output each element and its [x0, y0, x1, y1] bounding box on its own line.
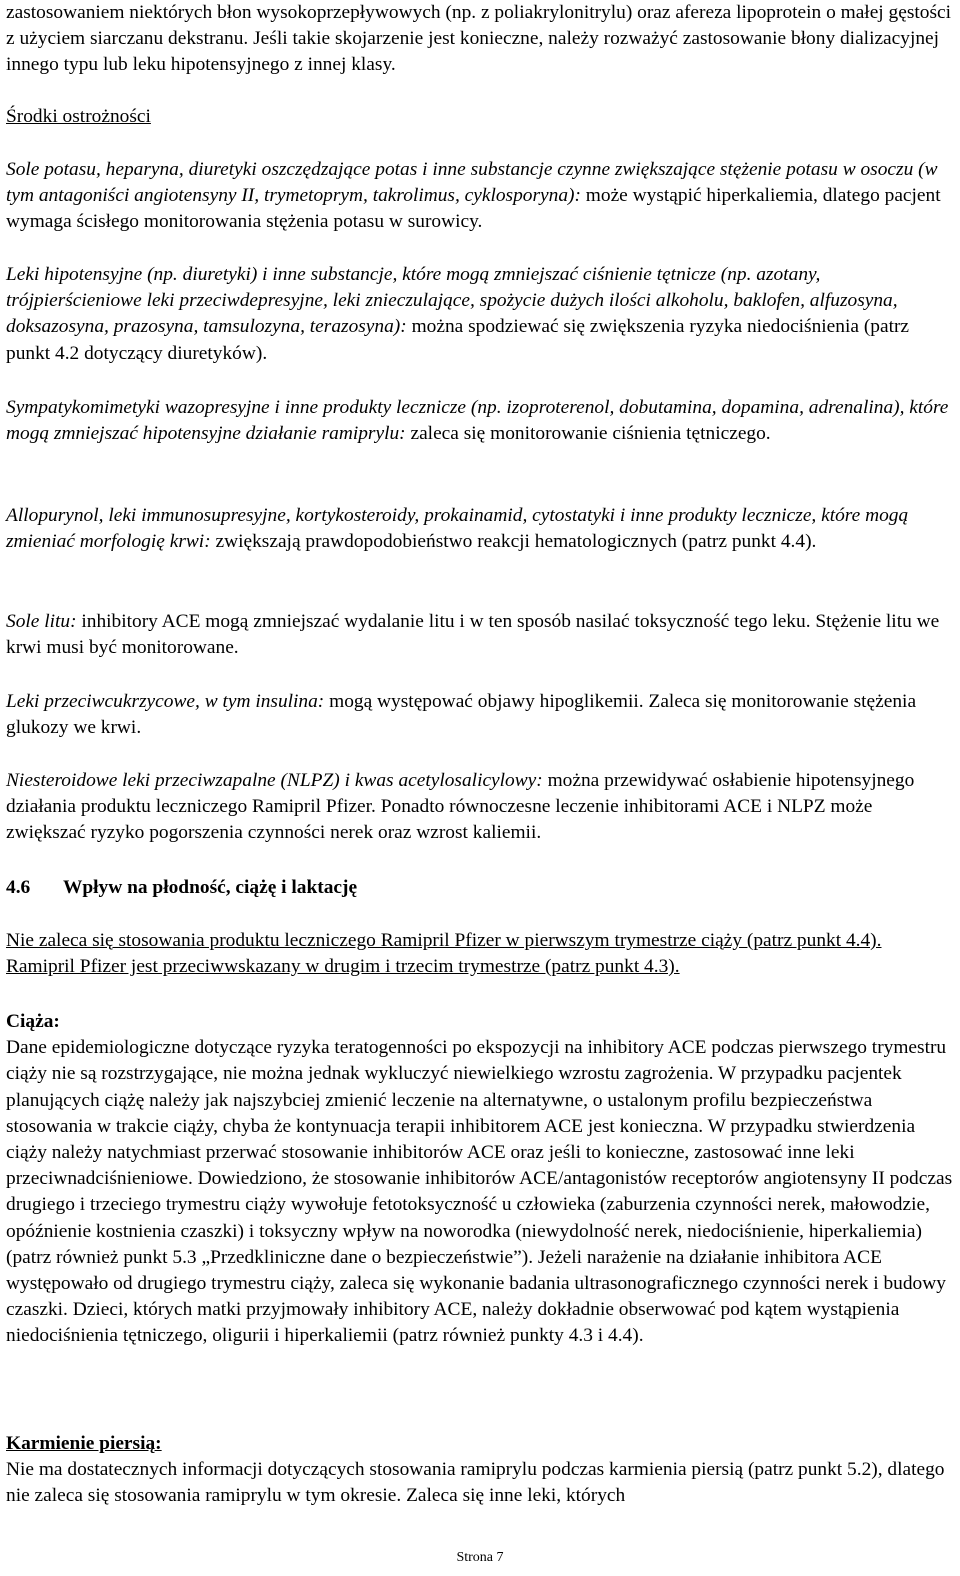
- potassium-drugs-label: Sole potasu, heparyna, diuretyki oszczędzające potas i inne substancje czynne zwiększające stężenie potasu w osoczu (w tym antagoniści angiotensyny II, trymetoprym, takrolimus, cyklosporyna):: [6, 159, 938, 207]
- precautions-paragraph-allopurinol: [6, 503, 954, 555]
- sympathomimetics-label: Sympatykomimetyki wazopresyjne i inne produkty lecznicze (np. izoproterenol, dobutamina, dopamina, adrenalina), które mogą zmniejszać hipotensyjne działanie ramiprylu:: [6, 397, 949, 445]
- allopurinol-label: Allopurynol, leki immunosupresyjne, kortykosteroidy, prokainamid, cytostatyki i inne produkty lecznicze, które mogą zmieniać morfologię krwi:: [6, 505, 909, 553]
- section-number: 4.6: [6, 877, 31, 898]
- lithium-label: Sole litu:: [6, 611, 77, 632]
- potassium-drugs-text: może wystąpić hiperkaliemia, dlatego pacjent wymaga ścisłego monitorowania stężenia potasu w surowicy.: [6, 185, 941, 233]
- nsaids-label: Niesteroidowe leki przeciwzapalne (NLPZ) i kwas acetylosalicylowy:: [6, 770, 543, 791]
- precautions-heading: Środki ostrożności: [6, 106, 151, 127]
- sympathomimetics-text: zaleca się monitorowanie ciśnienia tętniczego.: [405, 423, 771, 445]
- intro-paragraph: zastosowaniem niektórych błon wysokoprzepływowych (np. z poliakrylonitrylu) oraz afereza lipoprotein o małej gęstości z użyciem siarczanu dekstranu. Jeśli takie skojarzenie jest konieczne, należy rozważyć zastosowanie błony dializacyjnej innego typu lub leku hipotensyjnego z innej klasy.: [6, 2, 952, 76]
- breastfeeding-heading: Karmienie piersią:: [6, 1433, 162, 1454]
- precautions-paragraph-hypotensive: [6, 262, 954, 367]
- pregnancy-section: [6, 1009, 954, 1350]
- precautions-paragraph-sympathomimetics: [6, 395, 954, 447]
- hypotensive-drugs-text: można spodziewać się zwiększenia ryzyka niedociśnienia (patrz punkt 4.2 dotyczący diuretyków).: [6, 316, 910, 364]
- precautions-paragraph-potassium: [6, 157, 954, 236]
- first-trimester-warning: Nie zaleca się stosowania produktu leczniczego Ramipril Pfizer w pierwszym trymestrze ciąży (patrz punkt 4.4). Ramipril Pfizer jest przeciwwskazany w drugim i trzecim trymestrze (patrz punkt 4.3).: [6, 930, 882, 978]
- breastfeeding-section: [6, 1431, 954, 1510]
- pregnancy-text: Dane epidemiologiczne dotyczące ryzyka teratogenności po ekspozycji na inhibitory ACE podczas pierwszego trymestru ciąży nie są rozstrzygające, nie można jednak wykluczyć niewielkiego wzrostu zagrożenia. W przypadku pacjentek planujących ciążę należy jak najszybciej zmienić leczenie na alternatywne, o ustalonym profilu bezpieczeństwa stosowania w trakcie ciąży, chyba że kontynuacja terapii inhibitorem ACE jest konieczna. W przypadku stwierdzenia ciąży należy natychmiast przerwać stosowanie inhibitorów ACE oraz jeśli to konieczne, zastosować inne leki przeciwnadciśnieniowe. Dowiedziono, że stosowanie inhibitorów ACE/antagonistów receptorów angiotensyny II podczas drugiego i trzeciego trymestru ciąży wywołuje fetotoksyczność u człowieka (zaburzenia czynności nerek, małowodzie, opóźnienie kostnienia czaszki) i toksyczny wpływ na noworodka (niewydolność nerek, niedociśnienie, hiperkaliemia) (patrz również punkt 5.3 „Przedkliniczne dane o bezpieczeństwie”). Jeżeli narażenie na działanie inhibitora ACE występowało od drugiego trymestru ciąży, zaleca się wykonanie badania ultrasonograficznego czynności nerek i budowy czaszki. Dzieci, których matki przyjmowały inhibitory ACE, należy dokładnie obserwować pod kątem wystąpienia niedociśnienia tętniczego, oligurii i hiperkaliemii (patrz również punkty 4.3 i 4.4).: [6, 1037, 953, 1347]
- antidiabetics-label: Leki przeciwcukrzycowe, w tym insulina:: [6, 691, 325, 712]
- precautions-paragraph-lithium: [6, 609, 954, 661]
- section-4-6-heading: [6, 875, 954, 901]
- breastfeeding-text: Nie ma dostatecznych informacji dotyczących stosowania ramiprylu podczas karmienia piersią (patrz punkt 5.2), dlatego nie zaleca się stosowania ramiprylu w tym okresie. Zaleca się inne leki, których: [6, 1459, 945, 1507]
- section-title: Wpływ na płodność, ciążę i laktację: [63, 877, 358, 898]
- lithium-text: inhibitory ACE mogą zmniejszać wydalanie litu i w ten sposób nasilać toksyczność tego leku. Stężenie litu we krwi musi być monitorowane.: [6, 611, 940, 659]
- hypotensive-drugs-label: Leki hipotensyjne (np. diuretyki) i inne substancje, które mogą zmniejszać ciśnienie tętnicze (np. azotany, trójpierścieniowe leki przeciwdepresyjne, leki znieczulające, spożycie dużych ilości alkoholu, baklofen, alfuzosyna, doksazosyna, prazosyna, tamsulozyna, terazosyna):: [6, 264, 898, 338]
- pregnancy-heading: Ciąża:: [6, 1011, 60, 1032]
- precautions-paragraph-antidiabetics: [6, 689, 954, 741]
- page-number: Strona 7: [456, 1550, 504, 1565]
- precautions-paragraph-nsaids: [6, 768, 954, 847]
- antidiabetics-text: mogą występować objawy hipoglikemii. Zaleca się monitorowanie stężenia glukozy we krwi.: [6, 691, 917, 739]
- nsaids-text: można przewidywać osłabienie hipotensyjnego działania produktu leczniczego Ramipril Pfizer. Ponadto równoczesne leczenie inhibitorami ACE i NLPZ może zwiększać ryzyko pogorszenia czynności nerek oraz wzrost kaliemii.: [6, 770, 915, 844]
- allopurinol-text: zwiększają prawdopodobieństwo reakcji hematologicznych (patrz punkt 4.4).: [210, 531, 817, 553]
